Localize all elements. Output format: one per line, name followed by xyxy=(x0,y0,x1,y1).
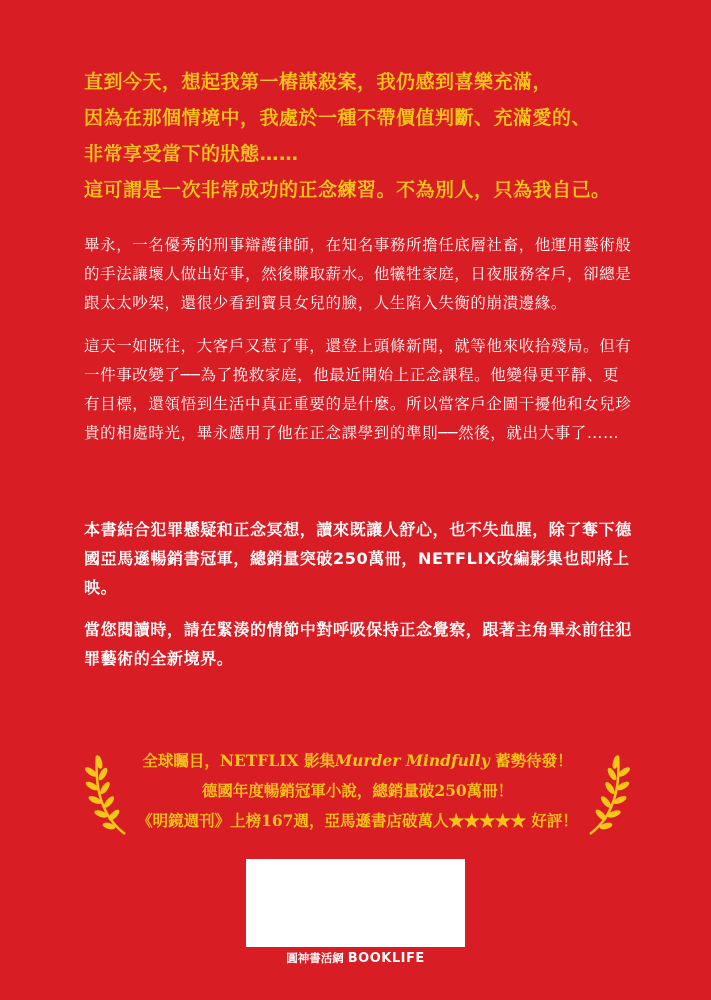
acclaim-text xyxy=(125,746,590,836)
acclaim-line-spiegel xyxy=(125,806,590,836)
opening-quote xyxy=(84,64,644,208)
publisher-logo xyxy=(246,950,465,966)
publisher-name: 圓神書活網 xyxy=(286,951,344,965)
quote-line: 這可謂是一次非常成功的正念練習。不為別人，只為我自己。 xyxy=(84,179,611,201)
star-rating-icon: ★★★★★ xyxy=(448,811,526,830)
synopsis-paragraph: 畢永，一名優秀的刑事辯護律師，在知名事務所擔任底層社畜，他運用藝術般的手法讓壞人做出好事，然後賺取薪水。他犧牲家庭，日夜服務客戶，卻總是跟太太吵架，還很少看到寶貝女兒的臉，人生陷入失衡的崩潰邊緣。 xyxy=(84,236,632,312)
synopsis-paragraph: 這天一如既往，大客戶又惹了事，還登上頭條新聞，就等他來收拾殘局。但有一件事改變了──為了挽救家庭，他最近開始上正念課程。他變得更平靜、更有目標，還領悟到生活中真正重要的是什麼。所以當客戶企圖干擾他和女兒珍貴的相處時光，畢永應用了他在正念課學到的準則──然後，就出大事了…… xyxy=(84,337,632,442)
publisher-brand: BOOKLIFE xyxy=(347,951,425,966)
promo-paragraph: 本書結合犯罪懸疑和正念冥想，讀來既讓人舒心，也不失血腥，除了奪下德國亞馬遜暢銷書冠軍，總銷量突破250萬冊，NETFLIX改編影集也即將上映。 xyxy=(84,520,632,597)
series-title: Murder Mindfully xyxy=(334,751,490,770)
quote-line: 非常享受當下的狀態…… xyxy=(84,143,299,165)
acclaim-line-spiegel-suffix: 好評！ xyxy=(525,811,578,830)
promo-paragraph: 當您閱讀時，請在緊湊的情節中對呼吸保持正念覺察，跟著主角畢永前往犯罪藝術的全新境界。 xyxy=(84,620,632,668)
acclaim-line-netflix-suffix: 蓄勢待發！ xyxy=(489,751,573,770)
acclaim-line-netflix xyxy=(125,746,590,776)
promo-blurb xyxy=(84,515,634,686)
laurel-wreath-icon xyxy=(584,750,630,838)
synopsis xyxy=(84,231,634,462)
quote-line: 因為在那個情境中，我處於一種不帶價值判斷、充滿愛的、 xyxy=(84,107,592,129)
acclaim-line-spiegel-prefix: 《明鏡週刊》上榜167週，亞馬遜書店破萬人 xyxy=(137,811,449,830)
acclaim-badge xyxy=(85,746,630,846)
quote-line: 直到今天，想起我第一樁謀殺案，我仍感到喜樂充滿， xyxy=(84,71,553,93)
acclaim-line-netflix-prefix: 全球矚目，NETFLIX 影集 xyxy=(142,751,335,770)
acclaim-line-bestseller: 德國年度暢銷冠軍小說，總銷量破250萬冊！ xyxy=(201,781,514,800)
barcode-placeholder xyxy=(246,859,465,947)
